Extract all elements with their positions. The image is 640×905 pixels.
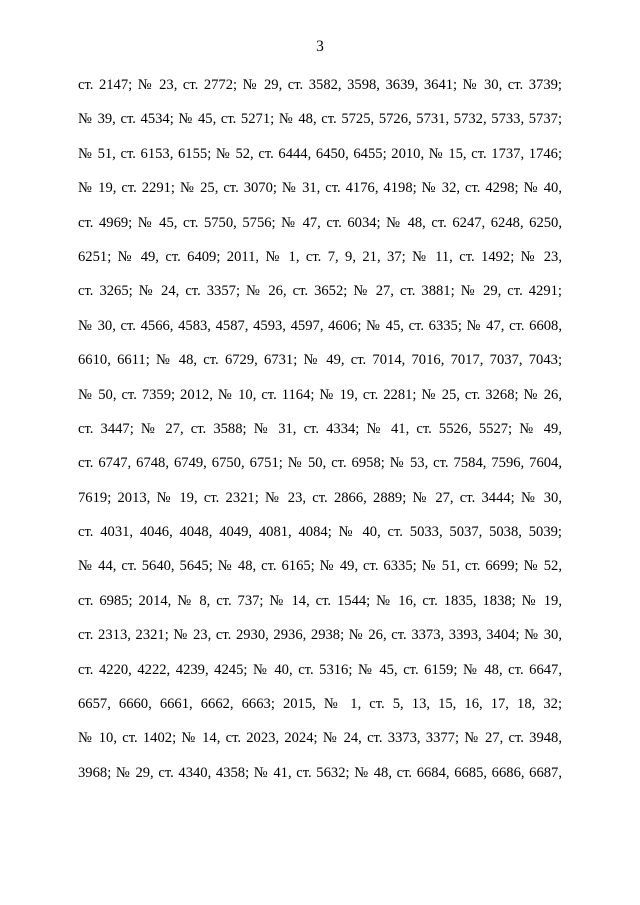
text-line: 3968; № 29, ст. 4340, 4358; № 41, ст. 5632; № 48, ст. 6684, 6685, 6686, 6687, [78, 764, 562, 781]
text-line: ст. 4031, 4046, 4048, 4049, 4081, 4084; № 40, ст. 5033, 5037, 5038, 5039; [78, 524, 562, 541]
text-line: ст. 2313, 2321; № 23, ст. 2930, 2936, 2938; № 26, ст. 3373, 3393, 3404; № 30, [78, 627, 562, 644]
text-line: ст. 4220, 4222, 4239, 4245; № 40, ст. 5316; № 45, ст. 6159; № 48, ст. 6647, [78, 661, 562, 678]
text-line: 6657, 6660, 6661, 6662, 6663; 2015, № 1, ст. 5, 13, 15, 16, 17, 18, 32; [78, 696, 562, 713]
text-line: № 19, ст. 2291; № 25, ст. 3070; № 31, ст. 4176, 4198; № 32, ст. 4298; № 40, [78, 180, 562, 197]
text-line: ст. 6747, 6748, 6749, 6750, 6751; № 50, ст. 6958; № 53, ст. 7584, 7596, 7604, [78, 455, 562, 472]
text-line: № 51, ст. 6153, 6155; № 52, ст. 6444, 6450, 6455; 2010, № 15, ст. 1737, 1746; [78, 145, 562, 162]
text-line: № 44, ст. 5640, 5645; № 48, ст. 6165; № 49, ст. 6335; № 51, ст. 6699; № 52, [78, 558, 562, 575]
text-line: 6251; № 49, ст. 6409; 2011, № 1, ст. 7, 9, 21, 37; № 11, ст. 1492; № 23, [78, 248, 562, 265]
page-number: 3 [316, 38, 324, 55]
text-line: 7619; 2013, № 19, ст. 2321; № 23, ст. 2866, 2889; № 27, ст. 3444; № 30, [78, 489, 562, 506]
text-line: 6610, 6611; № 48, ст. 6729, 6731; № 49, ст. 7014, 7016, 7017, 7037, 7043; [78, 352, 562, 369]
text-line: № 39, ст. 4534; № 45, ст. 5271; № 48, ст. 5725, 5726, 5731, 5732, 5733, 5737; [78, 111, 562, 128]
text-line: № 10, ст. 1402; № 14, ст. 2023, 2024; № 24, ст. 3373, 3377; № 27, ст. 3948, [78, 730, 562, 747]
text-line: № 30, ст. 4566, 4583, 4587, 4593, 4597, 4606; № 45, ст. 6335; № 47, ст. 6608, [78, 317, 562, 334]
text-line: № 50, ст. 7359; 2012, № 10, ст. 1164; № 19, ст. 2281; № 25, ст. 3268; № 26, [78, 386, 562, 403]
text-line: ст. 4969; № 45, ст. 5750, 5756; № 47, ст. 6034; № 48, ст. 6247, 6248, 6250, [78, 214, 562, 231]
text-line: ст. 6985; 2014, № 8, ст. 737; № 14, ст. 1544; № 16, ст. 1835, 1838; № 19, [78, 592, 562, 609]
text-line: ст. 3265; № 24, ст. 3357; № 26, ст. 3652; № 27, ст. 3881; № 29, ст. 4291; [78, 283, 562, 300]
text-line: ст. 2147; № 23, ст. 2772; № 29, ст. 3582, 3598, 3639, 3641; № 30, ст. 3739; [78, 77, 562, 93]
text-line: ст. 3447; № 27, ст. 3588; № 31, ст. 4334; № 41, ст. 5526, 5527; № 49, [78, 420, 562, 437]
body-text [78, 76, 562, 798]
